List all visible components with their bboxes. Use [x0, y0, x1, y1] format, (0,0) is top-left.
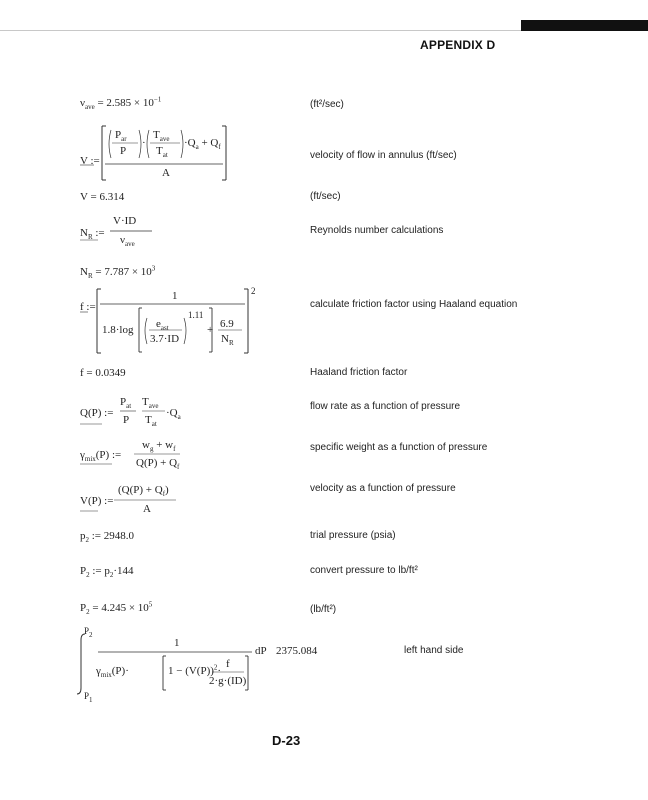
eq-p2-result: $P_2 = 4.245 \times 10^5$ [80, 600, 153, 617]
eq-reynolds-result: $N_R = 7.787 \times 10^3$ [80, 264, 156, 281]
header-bar [521, 20, 648, 31]
desc-velocity-annulus: velocity of flow in annulus (ft/sec) [310, 150, 457, 161]
appendix-title: APPENDIX D [420, 38, 496, 52]
desc-v-units: (ft/sec) [310, 191, 341, 202]
eq-velocity-definition: V := $P_{ar}$ P · $T_{ave}$ $T_{at}$ $\cdot Q_a + Q_f$ A [80, 124, 280, 182]
eq-haaland-definition: f := 1 1.8·log $e_{ast}$ 3.7·ID 1.11 + 6.9 $N_R$ 2 [80, 286, 270, 356]
eq-flow-rate: Q(P) := $P_{at}$ P $T_{ave}$ $T_{at}$ $\cdot Q_a$ [80, 393, 190, 429]
desc-nu-units: (ft²/sec) [310, 99, 344, 110]
desc-flow-rate: flow rate as a function of pressure [310, 401, 461, 412]
desc-left-hand-side: left hand side [404, 645, 464, 656]
eq-velocity-result: V = 6.314 [80, 191, 125, 203]
desc-specific-weight: specific weight as a function of pressure [310, 442, 488, 453]
desc-convert-pressure: convert pressure to lb/ft² [310, 565, 418, 576]
eq-integral-drawing [76, 624, 326, 704]
eq-convert-pressure: $P_2$ := $p_2\cdot 144$ [80, 565, 134, 580]
desc-haaland-factor: Haaland friction factor [310, 367, 408, 378]
page-number: D-23 [272, 733, 301, 748]
eq-reynolds-definition: $N_R$ := V·ID $\nu_{ave}$ [80, 213, 170, 249]
desc-haaland: calculate friction factor using Haaland equation [310, 299, 518, 310]
desc-p2-units: (lb/ft²) [310, 604, 337, 615]
eq-velocity-pressure: V(P) := $(Q(P) + Q_f)$ A [80, 481, 190, 517]
desc-velocity-pressure: velocity as a function of pressure [310, 483, 456, 494]
desc-reynolds: Reynolds number calculations [310, 225, 444, 236]
eq-trial-pressure: $p_2$ := 2948.0 [80, 530, 135, 545]
eq-integral-lhs: $P_2$ $P_1$ 1 $\gamma_{mix}(P)\cdot$ $1 - (V(P))^2\cdot$ f 2·g·(ID) dP 2375.084 [76, 624, 326, 704]
desc-trial-pressure: trial pressure (psia) [310, 530, 396, 541]
eq-specific-weight: $\gamma_{mix}(P)$ := $w_g + w_f$ $Q(P) + Q_f$ [80, 436, 190, 472]
eq-friction-result: f = 0.0349 [80, 367, 126, 379]
eq-velocity-brackets [80, 124, 280, 182]
eq-nu-ave: $\nu_{ave} = 2.585 \times 10^{-1}$ [80, 95, 162, 112]
